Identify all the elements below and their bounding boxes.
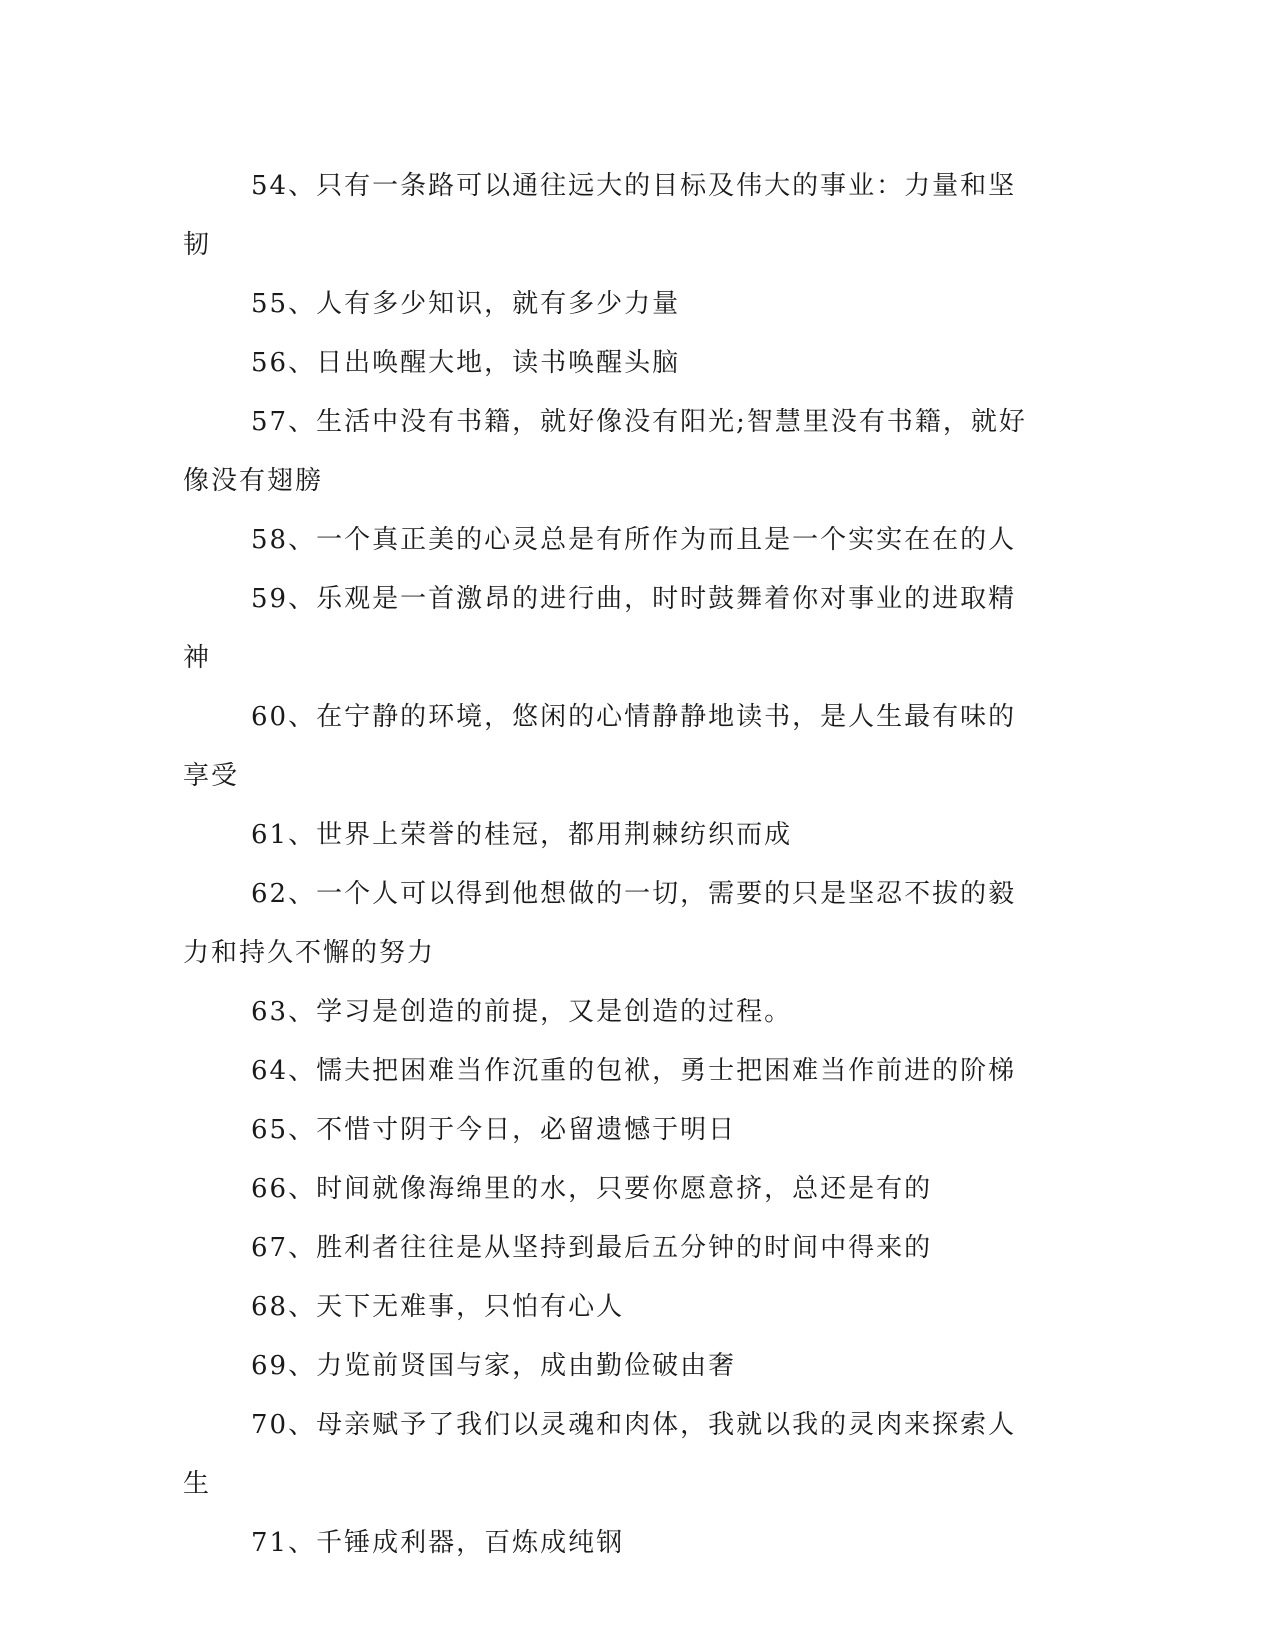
quote-paragraph: 71、千锤成利器，百炼成纯钢	[251, 1528, 625, 1558]
quote-paragraph: 68、天下无难事，只怕有心人	[251, 1292, 625, 1322]
quote-paragraph: 56、日出唤醒大地，读书唤醒头脑	[251, 348, 681, 378]
quote-paragraph: 57、生活中没有书籍，就好像没有阳光;智慧里没有书籍，就好像没有翅膀	[183, 407, 1027, 496]
quote-paragraph: 55、人有多少知识，就有多少力量	[251, 289, 681, 319]
quote-paragraph: 70、母亲赋予了我们以灵魂和肉体，我就以我的灵肉来探索人生	[183, 1410, 1017, 1499]
quote-paragraph: 67、胜利者往往是从坚持到最后五分钟的时间中得来的	[251, 1233, 933, 1263]
quote-paragraph: 66、时间就像海绵里的水，只要你愿意挤，总还是有的	[251, 1174, 933, 1204]
quote-paragraph: 69、力览前贤国与家，成由勤俭破由奢	[251, 1351, 737, 1381]
quote-paragraph: 61、世界上荣誉的桂冠，都用荆棘纺织而成	[251, 820, 793, 850]
quote-paragraph: 60、在宁静的环境，悠闲的心情静静地读书，是人生最有味的享受	[183, 702, 1017, 791]
quote-paragraph: 59、乐观是一首激昂的进行曲，时时鼓舞着你对事业的进取精神	[183, 584, 1017, 673]
quote-paragraph: 58、一个真正美的心灵总是有所作为而且是一个实实在在的人	[251, 525, 1017, 555]
quote-paragraph: 54、只有一条路可以通往远大的目标及伟大的事业：力量和坚韧	[183, 171, 1017, 260]
quote-paragraph: 62、一个人可以得到他想做的一切，需要的只是坚忍不拔的毅力和持久不懈的努力	[183, 879, 1017, 968]
document-body	[183, 157, 1043, 1573]
quote-paragraph: 65、不惜寸阴于今日，必留遗憾于明日	[251, 1115, 737, 1145]
quote-paragraph: 63、学习是创造的前提，又是创造的过程。	[251, 997, 793, 1027]
quote-paragraph: 64、懦夫把困难当作沉重的包袱，勇士把困难当作前进的阶梯	[251, 1056, 1017, 1086]
